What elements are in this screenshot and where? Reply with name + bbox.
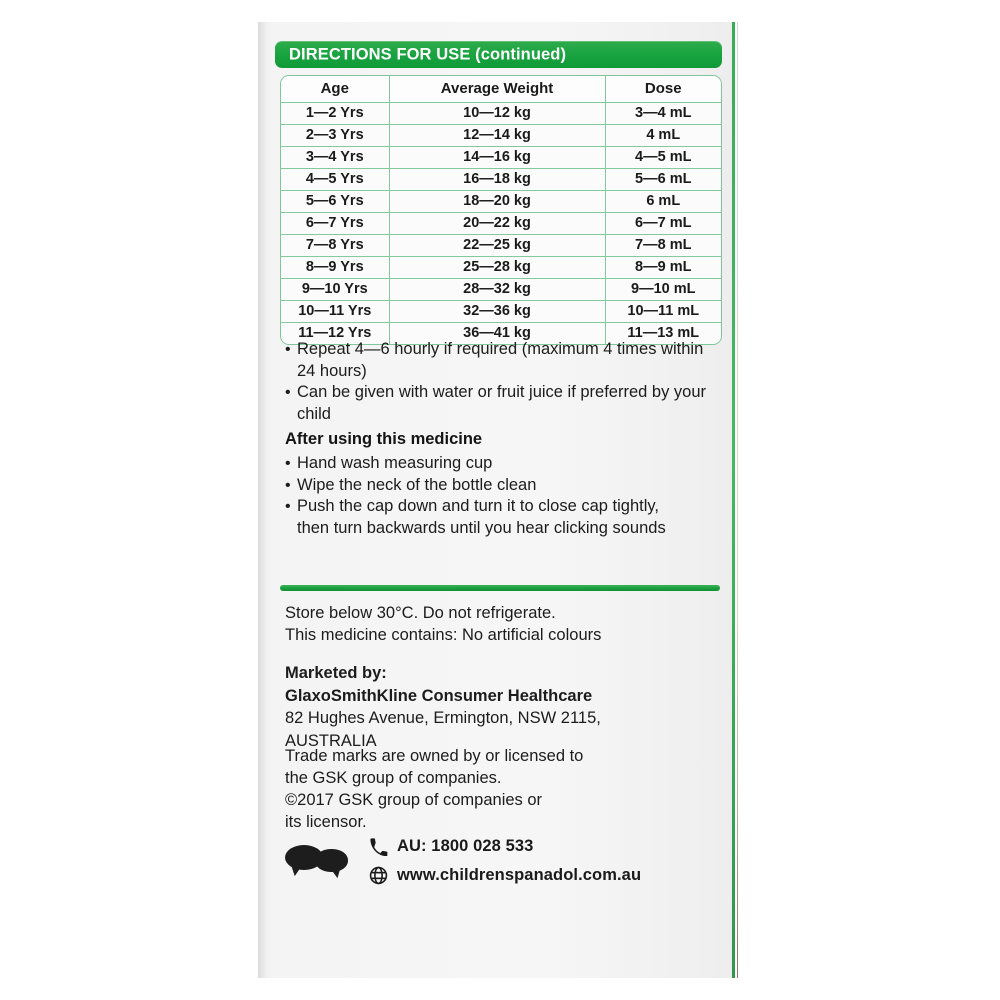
cell-dose: 5—6 mL [605, 169, 721, 191]
contact-lines [367, 832, 641, 890]
cell-age: 3—4 Yrs [281, 147, 389, 169]
cell-dose: 10—11 mL [605, 301, 721, 323]
cell-dose: 3—4 mL [605, 103, 721, 125]
cell-age: 5—6 Yrs [281, 191, 389, 213]
product-carton-panel [258, 22, 738, 978]
trademark-line-3: ©2017 GSK group of companies or [285, 791, 543, 809]
cell-dose: 7—8 mL [605, 235, 721, 257]
column-header-dose: Dose [605, 76, 721, 103]
cell-weight: 25—28 kg [389, 257, 605, 279]
storage-info [285, 602, 715, 646]
cell-weight: 12—14 kg [389, 125, 605, 147]
table-row [281, 147, 721, 169]
directions-header-bar [275, 41, 722, 68]
list-item: • Repeat 4—6 hourly if required (maximum 4 times within 24 hours) [285, 339, 715, 382]
table-row [281, 257, 721, 279]
table-row [281, 169, 721, 191]
table-row [281, 191, 721, 213]
marketed-by-block [285, 662, 715, 752]
section-divider-rule [280, 585, 720, 591]
cell-weight: 36—41 kg [389, 323, 605, 345]
list-item: • Wipe the neck of the bottle clean [285, 475, 685, 497]
cell-age: 6—7 Yrs [281, 213, 389, 235]
column-header-age: Age [281, 76, 389, 103]
table-row [281, 103, 721, 125]
storage-line-2: This medicine contains: No artificial colours [285, 626, 602, 644]
cell-age: 10—11 Yrs [281, 301, 389, 323]
cell-age: 8—9 Yrs [281, 257, 389, 279]
usage-instructions-list [285, 339, 715, 425]
cell-dose: 6 mL [605, 191, 721, 213]
cell-dose: 4—5 mL [605, 147, 721, 169]
carton-edge-thin-strip [737, 22, 738, 978]
marketed-by-address-line-1: 82 Hughes Avenue, Ermington, NSW 2115, [285, 709, 601, 727]
cell-weight: 22—25 kg [389, 235, 605, 257]
website-url[interactable]: www.childrenspanadol.com.au [397, 866, 642, 884]
cell-age: 4—5 Yrs [281, 169, 389, 191]
cell-dose: 11—13 mL [605, 323, 721, 345]
storage-line-1: Store below 30°C. Do not refrigerate. [285, 604, 556, 622]
directions-header-title: DIRECTIONS FOR USE (continued) [289, 45, 567, 63]
marketed-by-company: GlaxoSmithKline Consumer Healthcare [285, 686, 593, 705]
trademark-line-1: Trade marks are owned by or licensed to [285, 747, 584, 765]
cell-age: 2—3 Yrs [281, 125, 389, 147]
dosing-table-header-row [281, 76, 721, 103]
carton-left-fold [258, 22, 268, 978]
table-row [281, 213, 721, 235]
list-item: • Hand wash measuring cup [285, 453, 685, 475]
contact-details [285, 832, 715, 892]
cell-weight: 16—18 kg [389, 169, 605, 191]
globe-icon [367, 865, 389, 887]
trademark-line-2: the GSK group of companies. [285, 769, 502, 787]
cell-age: 9—10 Yrs [281, 279, 389, 301]
after-use-heading: After using this medicine [285, 430, 483, 448]
after-use-list [285, 453, 685, 539]
cell-weight: 28—32 kg [389, 279, 605, 301]
contact-website-row[interactable] [367, 861, 641, 890]
list-item: • Push the cap down and turn it to close cap tightly, then turn backwards until you hear clicking sounds [285, 496, 685, 539]
cell-weight: 20—22 kg [389, 213, 605, 235]
cell-weight: 10—12 kg [389, 103, 605, 125]
speech-bubble-small-icon [315, 849, 348, 872]
cell-age: 11—12 Yrs [281, 323, 389, 345]
contact-phone-row [367, 832, 641, 861]
cell-weight: 14—16 kg [389, 147, 605, 169]
dosing-table-container [280, 75, 722, 345]
cell-dose: 6—7 mL [605, 213, 721, 235]
speech-bubbles-icon [285, 843, 353, 879]
phone-number: AU: 1800 028 533 [397, 837, 534, 855]
phone-icon [367, 836, 389, 858]
cell-weight: 18—20 kg [389, 191, 605, 213]
trademark-notice [285, 745, 715, 833]
cell-dose: 4 mL [605, 125, 721, 147]
table-row [281, 279, 721, 301]
cell-dose: 9—10 mL [605, 279, 721, 301]
dosing-table [281, 76, 721, 344]
cell-dose: 8—9 mL [605, 257, 721, 279]
cell-weight: 32—36 kg [389, 301, 605, 323]
table-row [281, 301, 721, 323]
list-item: • Can be given with water or fruit juice if preferred by your child [285, 382, 715, 425]
table-row [281, 125, 721, 147]
marketed-by-label: Marketed by: [285, 664, 387, 682]
cell-age: 1—2 Yrs [281, 103, 389, 125]
cell-age: 7—8 Yrs [281, 235, 389, 257]
column-header-average-weight: Average Weight [389, 76, 605, 103]
table-row [281, 235, 721, 257]
trademark-line-4: its licensor. [285, 813, 367, 831]
marketed-by-address-line-2: AUSTRALIA [285, 731, 377, 750]
